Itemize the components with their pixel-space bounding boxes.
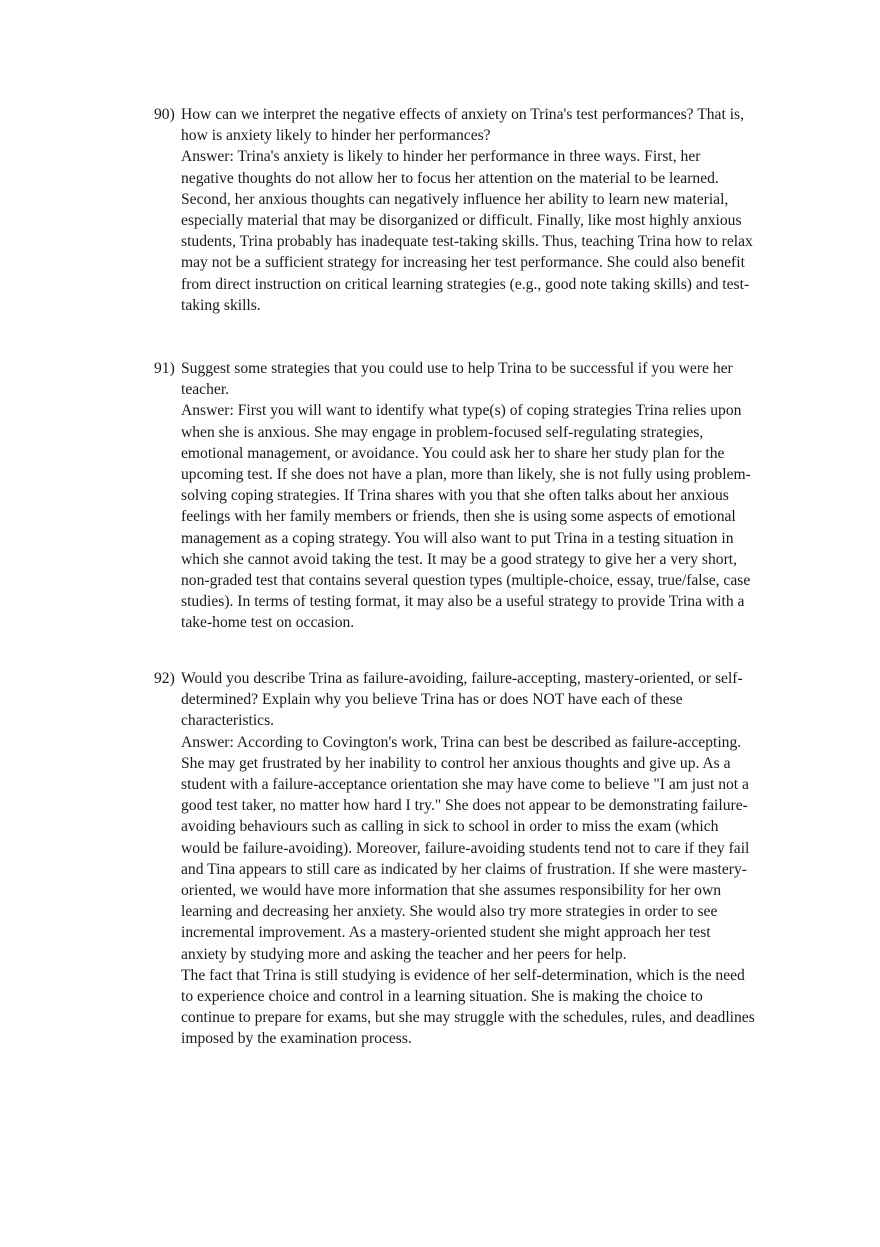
answer-text: Answer: According to Covington's work, Trina can best be described as failure-accepting. She may get frustrated by her inability to control her anxious thoughts and give up. As a student with a failure-acceptance orientation she may have come to believe "I am just not a good test taker, no matter how hard I try." She does not appear to be demonstrating failure-avoiding behaviours such as calling in sick to school in order to miss the exam (which would be failure-avoiding). Moreover, failure-avoiding students tend not to care if they fail and Tina appears to still care as indicated by her claims of frustration. If she were mastery-oriented, we would have more information that she assumes responsibility for her own learning and decreasing her anxiety. She would also try more strategies in order to see incremental improvement. As a mastery-oriented student she might approach her test anxiety by studying more and asking the teacher and her peers for help. (181, 733, 750, 963)
question-number: 90) (154, 106, 175, 123)
question-body (181, 358, 756, 634)
question-90 (154, 104, 756, 316)
question-number: 92) (154, 670, 175, 687)
question-body (181, 668, 756, 1050)
answer-text: Answer: First you will want to identify what type(s) of coping strategies Trina relies upon when she is anxious. She may engage in problem-focused self-regulating strategies, emotional management, or avoidance. You could ask her to share her study plan for the upcoming test. If she does not have a plan, more than likely, she is not fully using problem-solving coping strategies. If Trina shares with you that she often talks about her anxious feelings with her family members or friends, then she is using some aspects of emotional management as a coping strategy. You will also want to put Trina in a testing situation in which she cannot avoid taking the test. It may be a good strategy to give her a very short, non-graded test that contains several question types (multiple-choice, essay, true/false, case studies). In terms of testing format, it may also be a useful strategy to provide Trina with a take-home test on occasion. (181, 402, 751, 632)
question-92 (154, 668, 756, 1050)
question-91 (154, 358, 756, 634)
question-text: Suggest some strategies that you could use to help Trina to be successful if you were her teacher. (181, 360, 733, 399)
answer-text-continued: The fact that Trina is still studying is evidence of her self-determination, which is the need to experience choice and control in a learning situation. She is making the choice to continue to prepare for exams, but she may struggle with the schedules, rules, and deadlines imposed by the examination process. (181, 966, 755, 1048)
question-body (181, 104, 756, 316)
question-text: Would you describe Trina as failure-avoiding, failure-accepting, mastery-oriented, or self-determined? Explain why you believe Trina has or does NOT have each of these characteristics. (181, 670, 743, 730)
question-text: How can we interpret the negative effects of anxiety on Trina's test performances? That is, how is anxiety likely to hinder her performances? (181, 106, 744, 145)
question-number: 91) (154, 360, 175, 377)
answer-text: Answer: Trina's anxiety is likely to hinder her performance in three ways. First, her negative thoughts do not allow her to focus her attention on the material to be learned. Second, her anxious thoughts can negatively influence her ability to learn new material, especially material that may be disorganized or difficult. Finally, like most highly anxious students, Trina probably has inadequate test-taking skills. Thus, teaching Trina how to relax may not be a sufficient strategy for increasing her test performance. She could also benefit from direct instruction on critical learning strategies (e.g., good note taking skills) and test-taking skills. (181, 148, 753, 314)
